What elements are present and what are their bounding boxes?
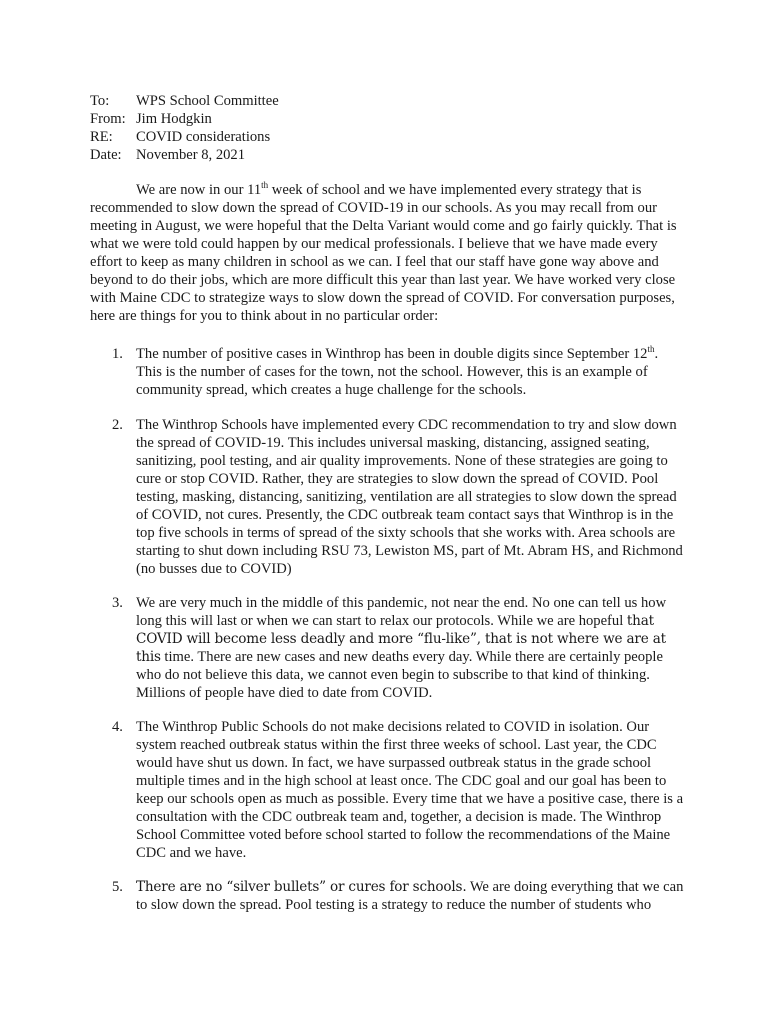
memo-date-row [90,146,279,164]
memo-from-row [90,110,279,128]
list-item-number: 4. [112,719,123,735]
item-3-text-alt: that COVID will become less deadly and more “flu-like”, that is not where we are at this [136,613,666,665]
intro-text-start: We are now in our 11 [136,182,262,198]
memo-header [90,92,279,164]
item-1-ordinal-suffix: th [647,344,655,354]
to-value: WPS School Committee [136,93,279,109]
to-label: To: [90,93,110,109]
re-label: RE: [90,129,113,145]
re-value: COVID considerations [136,129,271,145]
list-item-text: The Winthrop Public Schools do not make decisions related to COVID in isolation. Our system reached outbreak status within the first three weeks of school. Last year, the CDC would have shut us down. In fact, we have surpassed outbreak status in the grade school multiple times and in the high school at least once. The CDC goal and our goal has been to keep our schools open as much as possible. Every time that we have a positive case, there is a consultation with the CDC outbreak team and, together, a decision is made. The Winthrop School Committee voted before school started to follow the recommendations of the Maine CDC and we have. [136,719,684,861]
list-item-number: 2. [112,417,123,433]
item-5-text-b: We are doing everything that we can to slow down the spread. Pool testing is a strategy to reduce the number of students who [136,879,684,913]
memo-re-row [90,128,279,146]
list-item-text [136,345,684,399]
list-item-number: 1. [112,346,123,362]
list-item-text: The Winthrop Schools have implemented every CDC recommendation to try and slow down the spread of COVID-19. This includes universal masking, distancing, assigned seating, sanitizing, pool testing, and air quality improvements. None of these strategies are going to cure or stop COVID. Rather, they are strategies to slow down the spread of COVID. Pool testing, masking, distancing, sanitizing, ventilation are all strategies to slow down the spread of COVID, not cures. Presently, the CDC outbreak team contact says that Winthrop is in the top five schools in terms of spread of the sixty schools that she works with. Area schools are starting to shut down including RSU 73, Lewiston MS, part of Mt. Abram HS, and Richmond (no busses due to COVID) [136,417,683,577]
date-value: November 8, 2021 [136,147,246,163]
list-item-number: 5. [112,879,123,895]
from-value: Jim Hodgkin [136,111,212,127]
item-5-text-alt: There are no “silver bullets” or cures for schools. [136,879,467,895]
intro-ordinal-suffix: th [261,180,269,190]
intro-text-rest: week of school and we have implemented every strategy that is recommended to slow down the spread of COVID-19 in our schools. As you may recall from our meeting in August, we were hopeful that the Delta Variant would come and go fairly quickly. That is what we were told could happen by our medical professionals. I believe that we have made every effort to keep as many children in school as we can. I feel that our staff have gone way above and beyond to do their jobs, which are more difficult this year than last year. We have worked very close with Maine CDC to strategize ways to slow down the spread of COVID. For conversation purposes, here are things for you to think about in no particular order: [90,182,677,324]
date-label: Date: [90,147,122,163]
item-1-text-a: The number of positive cases in Winthrop has been in double digits since September 12 [136,346,648,362]
list-item-number: 3. [112,595,123,611]
intro-paragraph [90,181,690,325]
item-3-text-b: time. There are new cases and new deaths every day. While there are certainly people who do not believe this data, we cannot even begin to subscribe to that kind of thinking. Millions of people have died to date from COVID. [136,649,663,701]
memo-to-row [90,92,279,110]
list-item-text [136,594,684,702]
item-3-text-a: We are very much in the middle of this pandemic, not near the end. No one can tell us how long this will last or when we can start to relax our protocols. While we are hopeful [136,595,667,629]
item-1-text-b: . This is the number of cases for the town, not the school. However, this is an example of community spread, which creates a huge challenge for the schools. [136,346,659,398]
list-item-text [136,878,684,914]
from-label: From: [90,111,126,127]
